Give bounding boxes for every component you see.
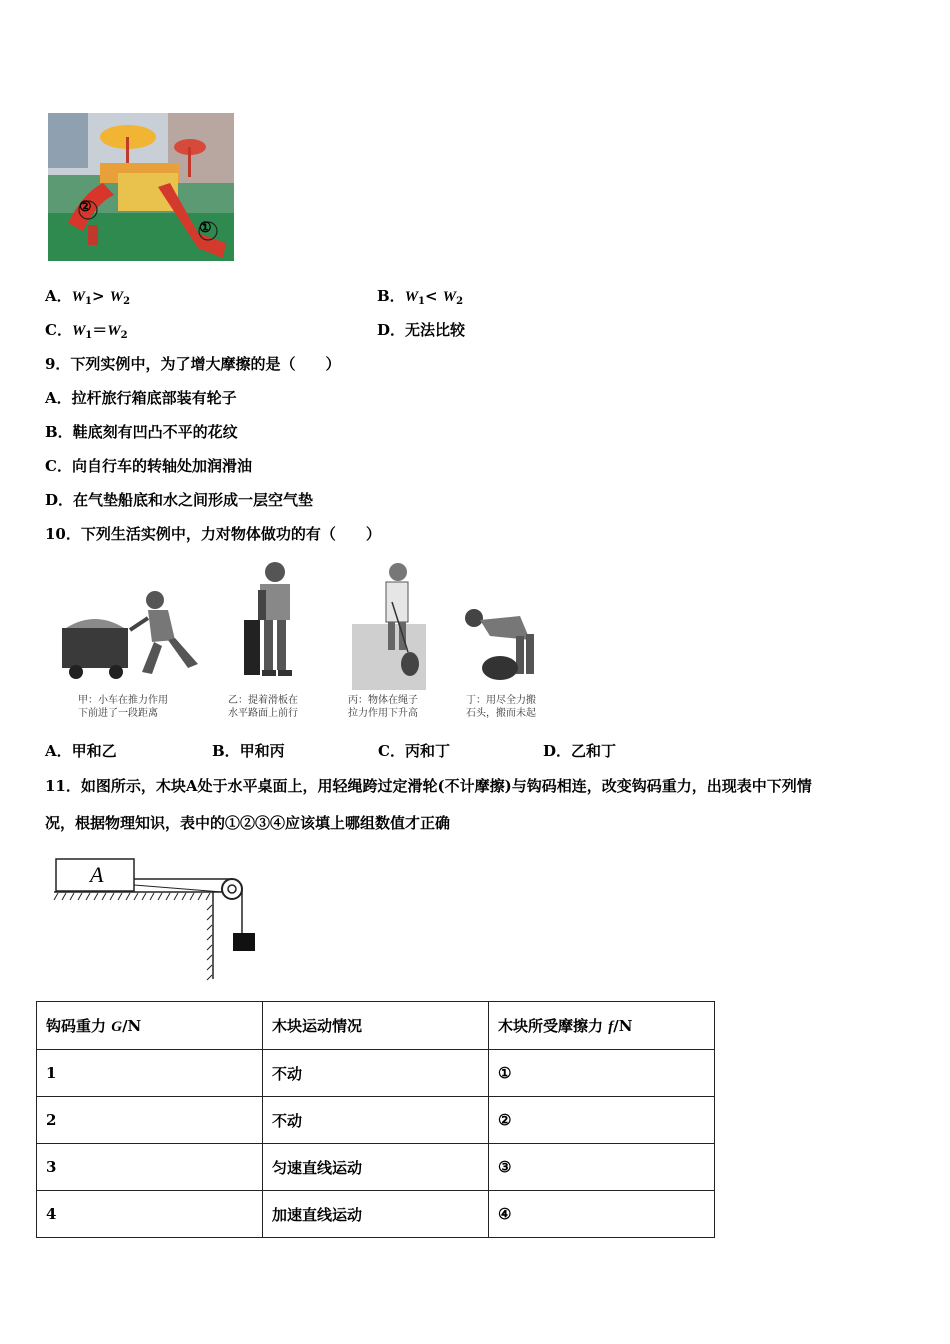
table-cell: 4 xyxy=(37,1191,263,1238)
table-row xyxy=(37,1097,715,1144)
q8-option-b: B．$W_1< W_2$ xyxy=(377,287,464,307)
caption-yi: 乙：提着滑板在 水平路面上前行 xyxy=(228,695,298,719)
q9-option-a: A．拉杆旅行箱底部装有轮子 xyxy=(45,389,237,407)
table-cell: ① xyxy=(489,1050,715,1097)
table-cell: 不动 xyxy=(263,1050,489,1097)
caption-bing: 丙：物体在绳子 拉力作用下升高 xyxy=(348,695,418,719)
table-cell: 1 xyxy=(37,1050,263,1097)
table-cell: 3 xyxy=(37,1144,263,1191)
header-weight: 钩码重力 G/N xyxy=(37,1002,263,1050)
header-friction: 木块所受摩擦力 f/N xyxy=(489,1002,715,1050)
q10-option-c: C．丙和丁 xyxy=(378,742,450,760)
q8-option-a: A．$W_1> W_2$ xyxy=(45,287,131,307)
playground-illustration xyxy=(48,113,234,261)
figure-bing xyxy=(350,562,430,690)
table-header-row xyxy=(37,1002,715,1050)
table-cell: ③ xyxy=(489,1144,715,1191)
q11-stem-line2: 况，根据物理知识，表中的①②③④应该填上哪组数值才正确 xyxy=(45,814,451,832)
pulley-diagram xyxy=(50,855,260,983)
table-cell: ② xyxy=(489,1097,715,1144)
marker-1: ① xyxy=(199,220,212,236)
marker-2: ② xyxy=(79,199,92,215)
friction-table xyxy=(36,1001,715,1238)
caption-jia: 甲：小车在推力作用 下前进了一段距离 xyxy=(78,695,168,719)
table-cell: 匀速直线运动 xyxy=(263,1144,489,1191)
block-a-label: A xyxy=(90,862,104,887)
q9-option-d: D．在气垫船底和水之间形成一层空气垫 xyxy=(45,491,314,509)
q9-stem: 9．下列实例中，为了增大摩擦的是（ ） xyxy=(45,355,341,373)
table-cell: ④ xyxy=(489,1191,715,1238)
table-cell: 2 xyxy=(37,1097,263,1144)
q9-option-c: C．向自行车的转轴处加润滑油 xyxy=(45,457,252,475)
table-cell: 不动 xyxy=(263,1097,489,1144)
header-motion: 木块运动情况 xyxy=(263,1002,489,1050)
table-row xyxy=(37,1191,715,1238)
figure-ding xyxy=(460,600,540,685)
table-row xyxy=(37,1144,715,1191)
figure-jia xyxy=(60,580,210,685)
playground-photo xyxy=(48,113,234,261)
q8-option-c: C．$W_1=W_2$ xyxy=(45,321,128,341)
q8-option-d: D．无法比较 xyxy=(377,321,466,339)
q10-stem: 10．下列生活实例中，力对物体做功的有（ ） xyxy=(45,525,381,543)
figure-yi xyxy=(240,560,310,690)
table-row xyxy=(37,1050,715,1097)
q10-option-d: D．乙和丁 xyxy=(543,742,617,760)
q9-option-b: B．鞋底刻有凹凸不平的花纹 xyxy=(45,423,238,441)
table-cell: 加速直线运动 xyxy=(263,1191,489,1238)
q11-stem-line1: 11．如图所示，木块A处于水平桌面上，用轻绳跨过定滑轮(不计摩擦)与钩码相连，改变钩码重力，出现表中下列情 xyxy=(45,777,812,795)
caption-ding: 丁：用尽全力搬 石头，搬而未起 xyxy=(466,695,536,719)
q10-option-b: B．甲和丙 xyxy=(212,742,285,760)
q10-option-a: A．甲和乙 xyxy=(45,742,117,760)
